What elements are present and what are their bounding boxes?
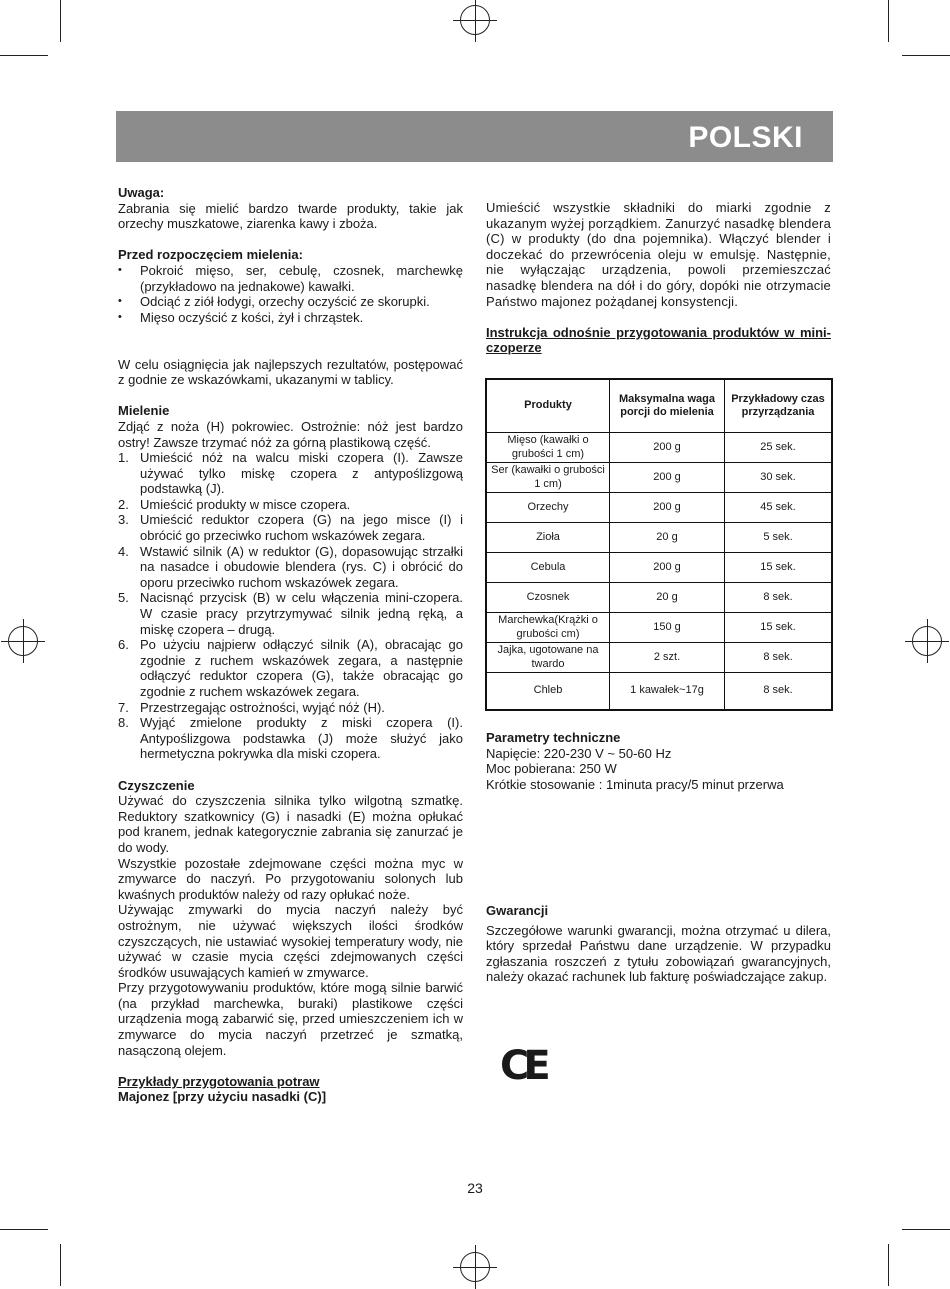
registration-mark: [460, 5, 490, 35]
ce-mark-icon: CE: [500, 1043, 545, 1089]
table-cell: 200 g: [610, 553, 725, 583]
table-row: [486, 463, 832, 493]
step-number: 6.: [118, 637, 129, 653]
crop-mark: [902, 55, 950, 56]
table-header: Produkty: [486, 379, 610, 433]
list-item: • Odciąć z ziół łodygi, orzechy oczyścić ze skorupki.: [118, 294, 463, 310]
list-item: [118, 590, 463, 637]
table-cell: 20 g: [610, 523, 725, 553]
przed-heading: Przed rozpoczęciem mielenia:: [118, 247, 303, 263]
table-cell: 20 g: [610, 583, 725, 613]
table-cell: 8 sek.: [725, 643, 833, 673]
registration-mark: [8, 626, 38, 656]
uwaga-text: Zabrania się mielić bardzo twarde produkty, takie jak orzechy muszkatowe, ziarenka kawy i zboża.: [118, 200, 463, 232]
table-row: [486, 613, 832, 643]
majonez-heading: Majonez [przy użyciu nasadki (C)]: [118, 1089, 327, 1105]
table-row: [486, 643, 832, 673]
list-item: [118, 544, 463, 591]
majonez-text: Umieścić wszystkie składniki do miarki zgodnie z ukazanym wyżej porządkiem. Zanurzyć nasadkę blendera (C) w produkty (do dna pojemnika). Włączyć blender i doczekać do przewrócenia oleju w emulsję. Następnie, nie wyłączając urządzenia, powoli przemieszczać nasadkę blendera na dół i do góry, dopóki nie otrzymacie Państwo majonez pożądanej konsystencji.: [486, 200, 831, 309]
table-cell: 25 sek.: [725, 433, 833, 463]
table-row: [486, 583, 832, 613]
mielenie-intro: Zdjąć z noża (H) pokrowiec. Ostrożnie: nóż jest bardzo ostry! Zawsze trzymać nóż za górną plastikową część.: [118, 418, 463, 450]
table-cell: Zioła: [486, 523, 610, 553]
right-column: [486, 200, 831, 356]
step-text: Po użyciu najpierw odłączyć silnik (A), obracając go zgodnie z ruchem wskazówek zegara, a następnie odłączyć reduktor czopera (G), także obracając go zgodnie z ruchem wskazówek zegara.: [140, 637, 463, 699]
list-item: [118, 497, 463, 513]
list-item: • Pokroić mięso, ser, cebulę, czosnek, marchewkę (przykładowo na jednakowe) kawałki.: [118, 263, 463, 294]
table-cell: 2 szt.: [610, 643, 725, 673]
step-number: 1.: [118, 450, 129, 466]
table-cell: 30 sek.: [725, 463, 833, 493]
step-text: Wstawić silnik (A) w reduktor (G), dopasowując strzałki na nasadce i obudowie blendera (rys. C) i obrócić do oporu przeciwko ruchom wskazówek zegara.: [140, 543, 463, 590]
crop-mark: [0, 55, 48, 56]
gwarancji-text: Szczegółowe warunki gwarancji, można otrzymać u dilera, który sprzedał Państwu dane urządzenie. W przypadku zgłaszania roszczeń z tytułu zobowiązań gwarancyjnych, należy okazać rachunek lub fakturę poświadczające zakup.: [486, 922, 831, 985]
language-title: POLSKI: [688, 121, 803, 154]
table-row: [486, 493, 832, 523]
step-number: 7.: [118, 699, 129, 715]
gwarancji-section: [486, 903, 831, 985]
table-cell: Czosnek: [486, 583, 610, 613]
list-item: [118, 637, 463, 699]
step-text: Umieścić nóż na walcu miski czopera (I). Zawsze używać tylko miskę czopera z antypoślizgową podstawką (J).: [140, 450, 463, 497]
parametry-heading: Parametry techniczne: [486, 730, 621, 745]
parametry-line: Krótkie stosowanie : 1minuta pracy/5 minut przerwa: [486, 776, 784, 792]
table-cell: Ser (kawałki o grubości 1 cm): [486, 463, 610, 493]
list-item: [118, 700, 463, 716]
czyszczenie-heading: Czyszczenie: [118, 777, 195, 793]
crop-mark: [902, 1229, 950, 1230]
table-cell: Cebula: [486, 553, 610, 583]
step-text: Nacisnąć przycisk (B) w celu włączenia mini-czopera. W czasie pracy przytrzymywać silnik jedną ręką, a miskę czopera – drugą.: [140, 590, 463, 637]
table-header-row: [486, 379, 832, 433]
list-item: [118, 512, 463, 543]
table-cell: 150 g: [610, 613, 725, 643]
registration-mark: [460, 1252, 490, 1282]
table-cell: Marchewka(Krążki o grubości cm): [486, 613, 610, 643]
mielenie-heading: Mielenie: [118, 403, 170, 419]
table-cell: 200 g: [610, 463, 725, 493]
step-text: Wyjąć zmielone produkty z miski czopera (I). Antypoślizgowa podstawka (J) może służyć jako hermetyczna pokrywka dla miski czopera.: [140, 715, 463, 762]
left-column: [118, 185, 463, 1105]
gwarancji-heading: Gwarancji: [486, 903, 549, 918]
crop-mark: [60, 1244, 61, 1286]
table-cell: 200 g: [610, 493, 725, 523]
crop-mark: [888, 0, 889, 42]
przed-list: [118, 263, 463, 325]
registration-mark: [912, 626, 942, 656]
crop-mark: [888, 1244, 889, 1286]
list-item: [118, 450, 463, 497]
parametry-line: Napięcie: 220-230 V ~ 50-60 Hz: [486, 745, 672, 761]
table-cell: 200 g: [610, 433, 725, 463]
table-cell: Orzechy: [486, 493, 610, 523]
uwaga-heading: Uwaga:: [118, 185, 165, 200]
step-text: Przestrzegając ostrożności, wyjąć nóż (H).: [140, 699, 385, 715]
step-number: 4.: [118, 543, 129, 559]
table-row: [486, 673, 832, 711]
step-number: 2.: [118, 496, 129, 512]
czyszczenie-paragraph: Przy przygotowywaniu produktów, które mogą silnie barwić (na przykład marchewka, buraki) plastikowe części urządzenia mogą zabarwić się, przed umieszczeniem ich w zmywarce do mycia naczyń przetrzeć je szmatką, nasączoną olejem.: [118, 980, 463, 1058]
table-cell: Jajka, ugotowane na twardo: [486, 643, 610, 673]
table-row: [486, 523, 832, 553]
language-banner: [116, 111, 833, 162]
instrukcja-heading: Instrukcja odnośnie przygotowania produktów w mini-czoperze: [486, 324, 831, 356]
table-cell: 8 sek.: [725, 673, 833, 711]
table-cell: 15 sek.: [725, 613, 833, 643]
czyszczenie-paragraph: Używać do czyszczenia silnika tylko wilgotną szmatkę. Reduktory szatkownicy (G) i nasadki (E) można opłukać pod kranem, jednak kategorycznie zabrania się zanurzać je do wody.: [118, 793, 463, 855]
step-number: 5.: [118, 590, 129, 606]
table-cell: Mięso (kawałki o grubości 1 cm): [486, 433, 610, 463]
step-number: 8.: [118, 715, 129, 731]
table-header: Przykładowy czas przyrządzania: [725, 379, 833, 433]
crop-mark: [60, 0, 61, 42]
crop-mark: [0, 1229, 48, 1230]
list-item: [118, 715, 463, 762]
czyszczenie-paragraph: Wszystkie pozostałe zdejmowane części można myc w zmywarce do naczyń. Po przygotowaniu solonych lub kwaśnych produktów należy od razy opłukać noże.: [118, 855, 463, 902]
step-text: Umieścić reduktor czopera (G) na jego misce (I) i obrócić go przeciwko ruchom wskazówek zegara.: [140, 512, 463, 544]
table-cell: 5 sek.: [725, 523, 833, 553]
table-header: Maksymalna waga porcji do mielenia: [610, 379, 725, 433]
table-cell: 1 kawałek~17g: [610, 673, 725, 711]
products-table: [485, 378, 833, 711]
czyszczenie-paragraph: Używając zmywarki do mycia naczyń należy być ostrożnym, nie używać większych ilości środków czyszczących, nie ustawiać wysokiej temperatury wody, nie używać w czasie mycia części zdejmowanych części środków usuwających kamień w zmywarce.: [118, 902, 463, 980]
list-item: • Mięso oczyścić z kości, żył i chrząstek.: [118, 310, 463, 326]
w-celu-text: W celu osiągnięcia jak najlepszych rezultatów, postępować z godnie ze wskazówkami, ukazanymi w tablicy.: [118, 356, 463, 388]
table-row: [486, 553, 832, 583]
table-cell: Chleb: [486, 673, 610, 711]
mielenie-steps: [118, 450, 463, 762]
parametry-section: [486, 730, 831, 792]
przyklady-heading: Przykłady przygotowania potraw: [118, 1073, 320, 1089]
step-text: Umieścić produkty w misce czopera.: [140, 496, 351, 512]
page-number: 23: [467, 1180, 483, 1196]
table-cell: 45 sek.: [725, 493, 833, 523]
table-cell: 8 sek.: [725, 583, 833, 613]
table-row: [486, 433, 832, 463]
step-number: 3.: [118, 512, 129, 528]
table-cell: 15 sek.: [725, 553, 833, 583]
parametry-line: Moc pobierana: 250 W: [486, 761, 617, 777]
